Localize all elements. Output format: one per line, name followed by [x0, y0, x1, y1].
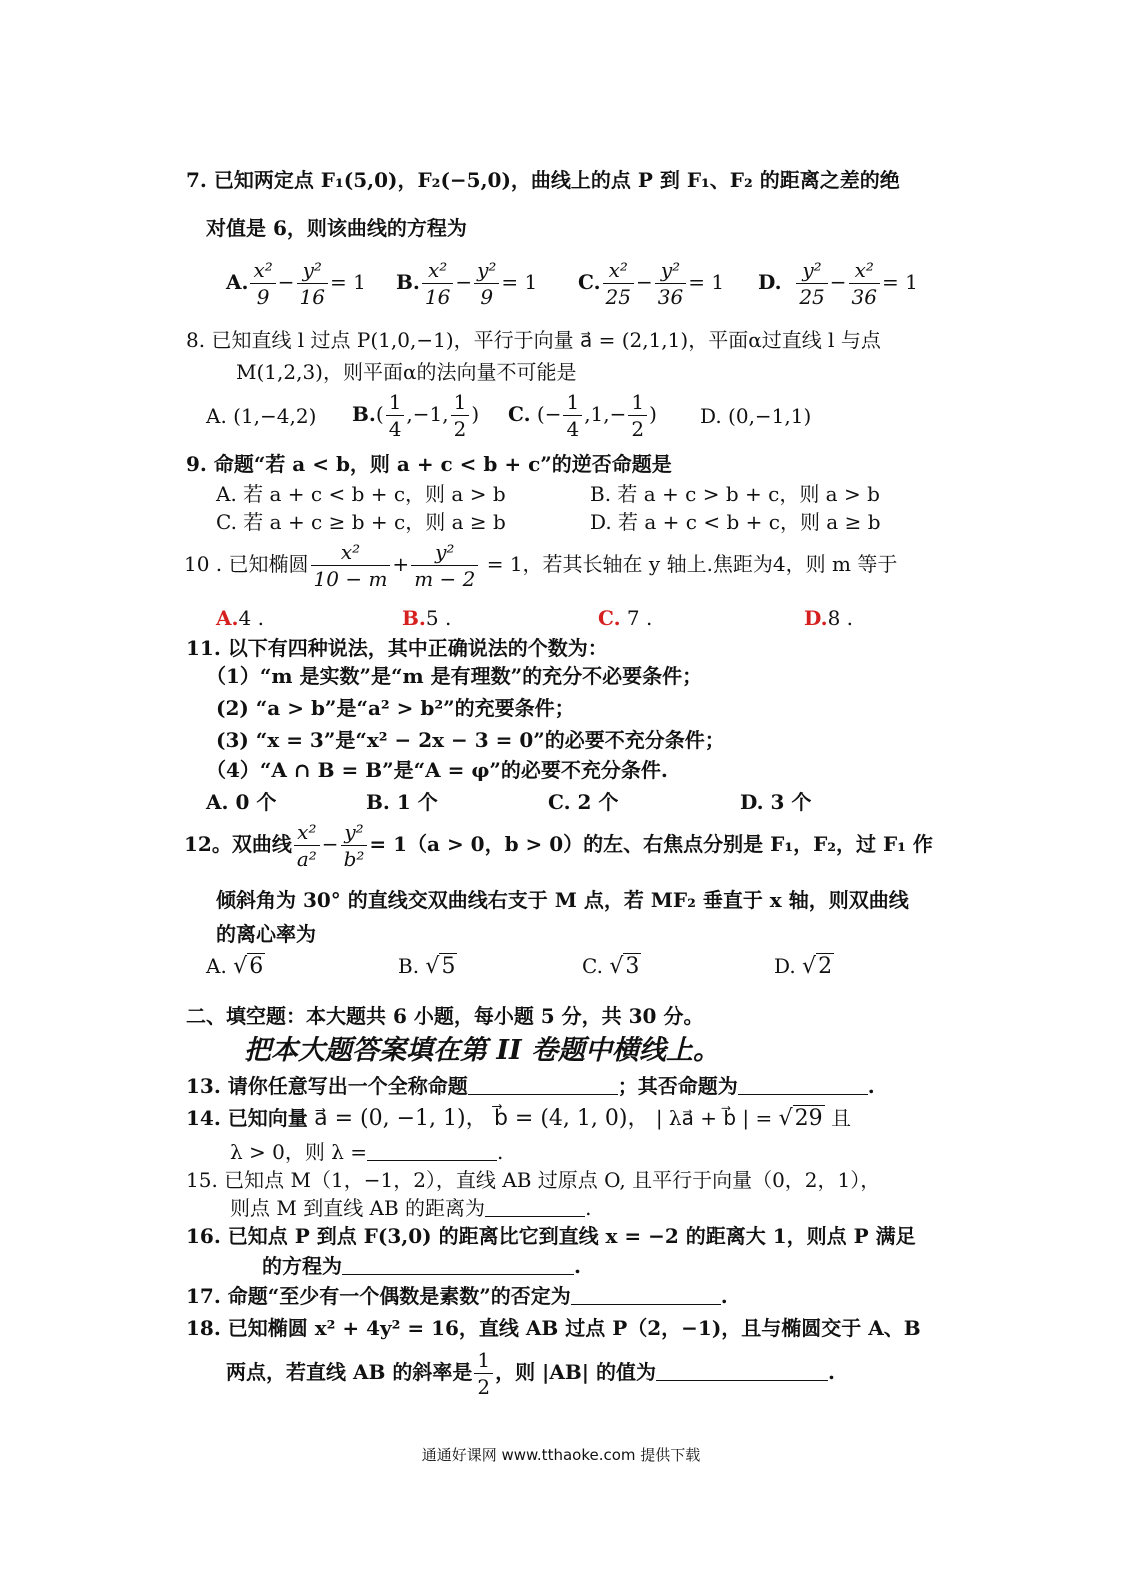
- q11-option-c: C. 2 个: [548, 790, 619, 814]
- q13-answer-blank-1[interactable]: [468, 1074, 618, 1095]
- q11-statement-1: （1）“m 是实数”是“m 是有理数”的充分不必要条件；: [206, 664, 703, 688]
- q7-option-d: D. $\frac{\text{y²}}{25}$ − $\frac{\text{x²}}{36}$ = 1: [758, 258, 918, 309]
- q12-line2: 倾斜角为 30° 的直线交双曲线右支于 M 点，若 MF₂ 垂直于 x 轴，则双曲线: [216, 888, 909, 912]
- section2-subtitle: 把本大题答案填在第 II 卷题中横线上。: [244, 1035, 721, 1066]
- q16-answer-blank[interactable]: [342, 1254, 574, 1275]
- q10-option-b: B.5 .: [402, 606, 452, 630]
- q12-option-d: D. √2: [774, 954, 833, 979]
- page-footer: 通通好课网 www.tthaoke.com 提供下载: [421, 1446, 701, 1464]
- q9-line1: 9. 命题“若 a < b，则 a + c < b + c”的逆否命题是: [186, 452, 672, 476]
- q9-option-c: C. 若 a + c ≥ b + c，则 a ≥ b: [216, 510, 506, 534]
- q8-line1: 8. 已知直线 l 过点 P(1,0,−1)，平行于向量 a⃗ = (2,1,1)，平面α过直线 l 与点: [186, 328, 881, 352]
- q8-option-a: A. (1,−4,2): [206, 404, 317, 428]
- q10-stem: 10 . 已知椭圆 $\frac{\text{x²}}{10 - m}$ + $\frac{\text{y²}}{m - 2}$ = 1，若其长轴在 y 轴上.焦距为4，则 m 等于: [184, 540, 898, 591]
- section2-title: 二、填空题：本大题共 6 小题，每小题 5 分，共 30 分。: [186, 1004, 704, 1028]
- q12-option-c: C. √3: [582, 954, 640, 979]
- q15-line1: 15. 已知点 M（1，−1，2），直线 AB 过原点 O, 且平行于向量（0，2，1），: [186, 1168, 881, 1192]
- q16-line2: 的方程为 .: [262, 1254, 581, 1278]
- q18-line1: 18. 已知椭圆 x² + 4y² = 16，直线 AB 过点 P（2，−1)，且与椭圆交于 A、B: [186, 1316, 921, 1340]
- q11-option-d: D. 3 个: [740, 790, 812, 814]
- q7-line1: 7. 已知两定点 F₁(5,0)，F₂(−5,0)，曲线上的点 P 到 F₁、F₂ 的距离之差的绝: [186, 168, 900, 192]
- q7-option-c: C. $\frac{\text{x²}}{25}$ − $\frac{\text{y²}}{36}$ = 1: [578, 258, 725, 309]
- q15-answer-blank[interactable]: [485, 1196, 585, 1217]
- q12-stem: 12。双曲线 $\frac{\text{x²}}{\text{a²}}$ − $\frac{\text{y²}}{\text{b²}}$ = 1（a > 0，b > 0）的左、右焦点分别是 F₁，F₂，过 F₁ 作: [184, 820, 933, 871]
- q11-statement-4: （4）“A ∩ B = B”是“A = φ”的必要不充分条件.: [206, 758, 668, 782]
- q7-option-a: A. $\frac{\text{x²}}{9}$ − $\frac{\text{y²}}{16}$ = 1: [226, 258, 366, 309]
- q7-line2: 对值是 6，则该曲线的方程为: [206, 216, 467, 240]
- q13: 13. 请你任意写出一个全称命题 ；其否命题为 .: [186, 1074, 875, 1098]
- q18-line2: 两点，若直线 AB 的斜率是 $\frac{1}{2}$ ，则 |AB| 的值为 .: [226, 1348, 835, 1399]
- q11-option-a: A. 0 个: [206, 790, 277, 814]
- q8-line2: M(1,2,3)，则平面α的法向量不可能是: [236, 360, 577, 384]
- q18-answer-blank[interactable]: [656, 1360, 828, 1381]
- q8-option-b: B.( $\frac{1}{4}$ ,−1, $\frac{1}{2}$ ): [352, 390, 480, 441]
- q12-option-b: B. √5: [398, 954, 456, 979]
- q11-option-b: B. 1 个: [366, 790, 438, 814]
- q17: 17. 命题“至少有一个偶数是素数”的否定为 .: [186, 1284, 728, 1308]
- q10-option-c: C. 7 .: [598, 606, 653, 630]
- q14-line1: 14. 已知向量 a⃗ = (0, −1, 1)， b⃗ = (4, 1, 0)， | λa⃗ + b⃗ | = √29 且: [186, 1106, 851, 1131]
- q11-statement-2: (2) “a > b”是“a² > b²”的充要条件；: [216, 696, 575, 720]
- q9-option-a: A. 若 a + c < b + c，则 a > b: [216, 482, 506, 506]
- q8-option-c: C. (− $\frac{1}{4}$ ,1,− $\frac{1}{2}$ ): [508, 390, 657, 441]
- q17-answer-blank[interactable]: [571, 1284, 721, 1305]
- q7-option-b: B. $\frac{\text{x²}}{16}$ − $\frac{\text{y²}}{9}$ = 1: [396, 258, 538, 309]
- q15-line2: 则点 M 到直线 AB 的距离为 .: [230, 1196, 592, 1220]
- q10-option-d: D.8 .: [804, 606, 854, 630]
- q14-line2: λ > 0，则 λ = .: [230, 1140, 504, 1164]
- q12-line3: 的离心率为: [216, 922, 316, 946]
- q8-option-d: D. (0,−1,1): [700, 404, 812, 428]
- q14-answer-blank[interactable]: [367, 1140, 497, 1161]
- q9-option-b: B. 若 a + c > b + c，则 a > b: [590, 482, 880, 506]
- q9-option-d: D. 若 a + c < b + c，则 a ≥ b: [590, 510, 881, 534]
- q16-line1: 16. 已知点 P 到点 F(3,0) 的距离比它到直线 x = −2 的距离大 1，则点 P 满足: [186, 1224, 916, 1248]
- q13-answer-blank-2[interactable]: [738, 1074, 868, 1095]
- q12-option-a: A. √6: [206, 954, 264, 979]
- q11-statement-3: (3) “x = 3”是“x² − 2x − 3 = 0”的必要不充分条件；: [216, 728, 725, 752]
- q11-line1: 11. 以下有四种说法，其中正确说法的个数为：: [186, 636, 608, 660]
- q10-option-a: A.4 .: [216, 606, 264, 630]
